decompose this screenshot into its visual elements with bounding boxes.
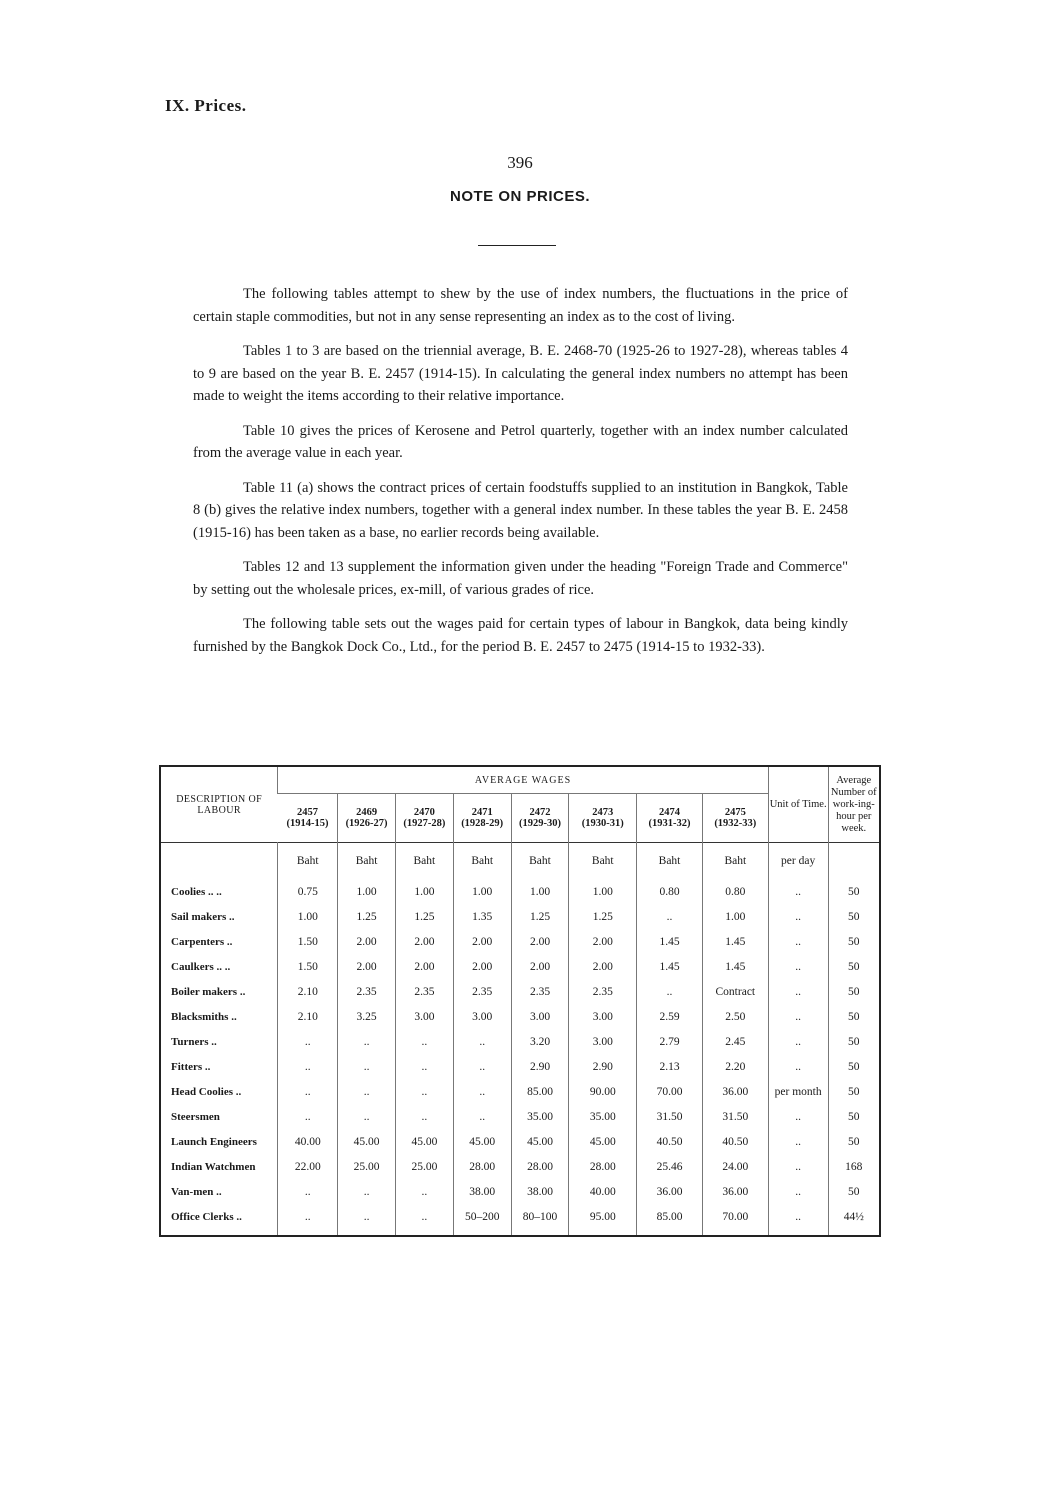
year-label: 2474 (659, 807, 681, 818)
table-body (160, 843, 880, 1237)
labour-description: Boiler makers .. (171, 985, 246, 998)
labour-description: Turners .. (171, 1035, 217, 1048)
page-title: NOTE ON PRICES. (449, 188, 591, 205)
wage-cell: 36.00 (702, 1179, 768, 1204)
wage-cell: 1.45 (637, 954, 703, 979)
wage-cell: .. (278, 1079, 338, 1104)
unit-cell: .. (768, 1154, 828, 1179)
wage-cell: 3.25 (338, 1004, 396, 1029)
wage-cell: 2.00 (569, 929, 637, 954)
table-row (160, 879, 880, 904)
wage-cell: 85.00 (511, 1079, 569, 1104)
wage-cell: 25.00 (338, 1154, 396, 1179)
wage-cell: .. (395, 1029, 453, 1054)
unit-cell: .. (768, 1204, 828, 1236)
wage-cell: .. (338, 1104, 396, 1129)
wage-cell: 22.00 (278, 1154, 338, 1179)
wage-cell: .. (637, 979, 703, 1004)
year-period: (1930-31) (581, 818, 624, 829)
currency-row (160, 843, 880, 880)
year-period: (1931-32) (648, 818, 691, 829)
unit-cell: .. (768, 1104, 828, 1129)
year-column-header (637, 794, 703, 843)
wage-cell: .. (338, 1029, 396, 1054)
hours-cell: 44½ (828, 1204, 880, 1236)
wage-cell: 2.00 (511, 954, 569, 979)
unit-cell: .. (768, 929, 828, 954)
wage-cell: .. (278, 1029, 338, 1054)
wage-cell: 1.45 (702, 929, 768, 954)
wage-cell: 1.00 (338, 879, 396, 904)
wage-cell: 45.00 (338, 1129, 396, 1154)
wage-cell: 2.35 (569, 979, 637, 1004)
wage-cell: 1.50 (278, 929, 338, 954)
table-row (160, 1004, 880, 1029)
hours-cell: 168 (828, 1154, 880, 1179)
labour-description: Caulkers .. .. (171, 960, 231, 973)
hours-cell: 50 (828, 1029, 880, 1054)
wage-cell: 3.00 (453, 1004, 511, 1029)
wage-cell: 28.00 (569, 1154, 637, 1179)
note-body (193, 283, 848, 670)
table-row (160, 1079, 880, 1104)
wage-cell: 31.50 (637, 1104, 703, 1129)
year-label: 2470 (413, 807, 435, 818)
wage-cell: .. (395, 1054, 453, 1079)
wage-cell: 40.00 (278, 1129, 338, 1154)
currency-cell: Baht (569, 843, 637, 880)
wage-cell: 35.00 (511, 1104, 569, 1129)
wage-cell: 38.00 (453, 1179, 511, 1204)
wage-cell: .. (278, 1179, 338, 1204)
year-label: 2473 (592, 807, 614, 818)
wage-cell: 36.00 (637, 1179, 703, 1204)
table-header (160, 766, 880, 843)
average-wages-header: AVERAGE WAGES (278, 766, 768, 794)
section-header: IX. Prices. (165, 96, 247, 115)
wage-cell: 0.80 (637, 879, 703, 904)
labour-description: Coolies .. .. (171, 885, 222, 898)
wage-cell: .. (338, 1079, 396, 1104)
table-row (160, 1104, 880, 1129)
table-row (160, 1179, 880, 1204)
labour-description: Van-men .. (171, 1185, 222, 1198)
year-label: 2475 (724, 807, 746, 818)
currency-cell (828, 843, 880, 880)
year-column-header (511, 794, 569, 843)
title-divider (478, 245, 556, 246)
wage-cell: 2.00 (395, 954, 453, 979)
wage-cell: .. (338, 1179, 396, 1204)
wage-cell: 2.00 (453, 954, 511, 979)
wage-cell: .. (278, 1104, 338, 1129)
labour-description: Fitters .. (171, 1060, 211, 1073)
wage-cell: 1.45 (637, 929, 703, 954)
table-row (160, 1204, 880, 1236)
paragraph: Tables 12 and 13 supplement the information given under the heading "Foreign Trade and Commerce" by setting out the wholesale prices, ex-mill, of various grades of rice. (193, 559, 848, 598)
wage-cell: .. (395, 1079, 453, 1104)
wage-cell: .. (338, 1054, 396, 1079)
wage-cell: 25.00 (395, 1154, 453, 1179)
unit-column-header: Unit of Time. (768, 766, 828, 843)
paragraph: Table 11 (a) shows the contract prices of certain foodstuffs supplied to an institution in Bangkok, Table 8 (b) gives the relative index numbers, together with a general index number. In these tables the year B. E. 2458 (1915-16) has been taken as a base, no earlier records being available. (193, 479, 848, 541)
labour-description: Launch Engineers (171, 1135, 257, 1148)
wage-cell: .. (453, 1054, 511, 1079)
wage-cell: 2.00 (395, 929, 453, 954)
desc-column-header: DESCRIPTION OF LABOUR (176, 793, 263, 816)
labour-description: Office Clerks .. (171, 1210, 242, 1223)
wage-cell: 3.00 (511, 1004, 569, 1029)
hours-cell: 50 (828, 1004, 880, 1029)
wage-cell: 3.20 (511, 1029, 569, 1054)
labour-description: Indian Watchmen (171, 1160, 256, 1173)
wage-cell: 2.10 (278, 1004, 338, 1029)
wage-cell: 24.00 (702, 1154, 768, 1179)
wage-cell: 2.59 (637, 1004, 703, 1029)
year-period: (1926-27) (345, 818, 388, 829)
hours-cell: 50 (828, 879, 880, 904)
table-row (160, 954, 880, 979)
table-row (160, 1129, 880, 1154)
wage-cell: 2.00 (338, 929, 396, 954)
wage-cell: 1.00 (702, 904, 768, 929)
wage-cell: 1.00 (569, 879, 637, 904)
wage-cell: 2.13 (637, 1054, 703, 1079)
year-label: 2457 (297, 807, 318, 818)
unit-cell: per month (768, 1079, 828, 1104)
unit-cell: .. (768, 1179, 828, 1204)
table-row (160, 1154, 880, 1179)
wage-cell: 1.00 (278, 904, 338, 929)
year-column-header (395, 794, 453, 843)
wage-cell: .. (338, 1204, 396, 1236)
wage-cell: 95.00 (569, 1204, 637, 1236)
wage-cell: 70.00 (637, 1079, 703, 1104)
wage-cell: 2.50 (702, 1004, 768, 1029)
hours-cell: 50 (828, 1054, 880, 1079)
wage-cell: .. (278, 1204, 338, 1236)
unit-cell: .. (768, 1004, 828, 1029)
wage-cell: 1.00 (511, 879, 569, 904)
wage-cell: 3.00 (569, 1004, 637, 1029)
year-column-header (569, 794, 637, 843)
unit-cell: .. (768, 1054, 828, 1079)
hours-cell: 50 (828, 904, 880, 929)
page-number: 396 (507, 153, 533, 172)
wage-cell: 2.00 (338, 954, 396, 979)
wage-cell: 90.00 (569, 1079, 637, 1104)
wage-cell: .. (637, 904, 703, 929)
wage-cell: 2.90 (511, 1054, 569, 1079)
empty-cell (160, 843, 278, 880)
wage-cell: 1.25 (338, 904, 396, 929)
paragraph: The following tables attempt to shew by the use of index numbers, the fluctuations in the price of certain staple commodities, but not in any sense representing an index as to the cost of living. (193, 286, 848, 325)
wage-cell: 2.20 (702, 1054, 768, 1079)
wage-cell: .. (395, 1179, 453, 1204)
year-label: 2469 (356, 807, 378, 818)
wage-cell: 1.25 (511, 904, 569, 929)
wage-cell: 45.00 (569, 1129, 637, 1154)
year-period: (1914-15) (286, 818, 329, 829)
table-row (160, 1054, 880, 1079)
wage-cell: 45.00 (395, 1129, 453, 1154)
wage-cell: 2.79 (637, 1029, 703, 1054)
wage-cell: 40.00 (569, 1179, 637, 1204)
wage-cell: 2.45 (702, 1029, 768, 1054)
wage-cell: 3.00 (395, 1004, 453, 1029)
wage-cell: 2.10 (278, 979, 338, 1004)
wage-cell: 40.50 (637, 1129, 703, 1154)
unit-cell: .. (768, 1129, 828, 1154)
wage-cell: 36.00 (702, 1079, 768, 1104)
year-column-header (453, 794, 511, 843)
year-column-header (278, 794, 338, 843)
wage-cell: 2.35 (453, 979, 511, 1004)
table-row (160, 929, 880, 954)
year-period: (1927-28) (403, 818, 446, 829)
currency-cell: Baht (511, 843, 569, 880)
wage-cell: 50–200 (453, 1204, 511, 1236)
wage-cell: 2.00 (511, 929, 569, 954)
year-period: (1932-33) (714, 818, 757, 829)
wage-cell: 2.90 (569, 1054, 637, 1079)
wage-cell: 1.00 (395, 879, 453, 904)
wage-cell: 2.35 (511, 979, 569, 1004)
unit-cell: .. (768, 954, 828, 979)
paragraph: Tables 1 to 3 are based on the triennial average, B. E. 2468-70 (1925-26 to 1927-28), whereas tables 4 to 9 are based on the year B. E. 2457 (1914-15). In calculating the general index numbers no attempt has been made to weight the items according to their relative importance. (193, 343, 848, 404)
currency-cell: Baht (278, 843, 338, 880)
wage-cell: 85.00 (637, 1204, 703, 1236)
wage-cell: .. (395, 1104, 453, 1129)
wage-cell: 1.45 (702, 954, 768, 979)
wage-cell: 2.00 (453, 929, 511, 954)
wage-cell: 1.35 (453, 904, 511, 929)
hours-cell: 50 (828, 1179, 880, 1204)
year-period: (1928-29) (461, 818, 504, 829)
wage-cell: .. (453, 1079, 511, 1104)
wage-cell: 1.00 (453, 879, 511, 904)
wage-cell: 3.00 (569, 1029, 637, 1054)
wage-cell: 80–100 (511, 1204, 569, 1236)
currency-cell: Baht (395, 843, 453, 880)
wage-cell: 1.25 (569, 904, 637, 929)
table-row (160, 979, 880, 1004)
year-column-header (702, 794, 768, 843)
unit-cell: .. (768, 979, 828, 1004)
currency-cell: Baht (702, 843, 768, 880)
hours-cell: 50 (828, 1104, 880, 1129)
labour-description: Carpenters .. (171, 935, 233, 948)
wage-cell: 28.00 (453, 1154, 511, 1179)
wage-cell: 25.46 (637, 1154, 703, 1179)
hours-cell: 50 (828, 1129, 880, 1154)
labour-description: Steersmen (171, 1110, 220, 1123)
labour-description: Sail makers .. (171, 910, 235, 923)
year-period: (1929-30) (519, 818, 561, 829)
currency-cell: Baht (453, 843, 511, 880)
wage-cell: 45.00 (511, 1129, 569, 1154)
wage-cell: .. (278, 1054, 338, 1079)
currency-cell: Baht (338, 843, 396, 880)
paragraph: The following table sets out the wages paid for certain types of labour in Bangkok, data being kindly furnished by the Bangkok Dock Co., Ltd., for the period B. E. 2457 to 2475 (1914-15 to 1932-33). (193, 616, 848, 655)
wage-cell: 28.00 (511, 1154, 569, 1179)
wage-cell: 1.50 (278, 954, 338, 979)
wage-cell: 38.00 (511, 1179, 569, 1204)
wage-cell: 0.75 (278, 879, 338, 904)
labour-description: Head Coolies .. (171, 1085, 242, 1098)
hours-cell: 50 (828, 979, 880, 1004)
wage-cell: 2.00 (569, 954, 637, 979)
wage-cell: .. (395, 1204, 453, 1236)
wage-cell: 0.80 (702, 879, 768, 904)
wage-cell: 2.35 (395, 979, 453, 1004)
wage-cell: 70.00 (702, 1204, 768, 1236)
wage-cell: 1.25 (395, 904, 453, 929)
wage-cell: 40.50 (702, 1129, 768, 1154)
wages-table (159, 765, 881, 1237)
hours-column-header: Average Number of work-ing-hour per week. (828, 766, 880, 843)
wage-cell: .. (453, 1029, 511, 1054)
currency-cell: per day (768, 843, 828, 880)
table-row (160, 1029, 880, 1054)
wage-cell: 35.00 (569, 1104, 637, 1129)
wage-cell: .. (453, 1104, 511, 1129)
table-row (160, 904, 880, 929)
year-column-header (338, 794, 396, 843)
wage-cell: Contract (702, 979, 768, 1004)
unit-cell: .. (768, 879, 828, 904)
year-label: 2472 (529, 807, 551, 818)
hours-cell: 50 (828, 954, 880, 979)
wage-cell: 45.00 (453, 1129, 511, 1154)
year-label: 2471 (471, 807, 493, 818)
wage-cell: 2.35 (338, 979, 396, 1004)
unit-cell: .. (768, 1029, 828, 1054)
currency-cell: Baht (637, 843, 703, 880)
labour-description: Blacksmiths .. (171, 1010, 237, 1023)
hours-cell: 50 (828, 929, 880, 954)
paragraph: Table 10 gives the prices of Kerosene and Petrol quarterly, together with an index number calculated from the average value in each year. (193, 422, 848, 461)
hours-cell: 50 (828, 1079, 880, 1104)
wage-cell: 31.50 (702, 1104, 768, 1129)
unit-cell: .. (768, 904, 828, 929)
